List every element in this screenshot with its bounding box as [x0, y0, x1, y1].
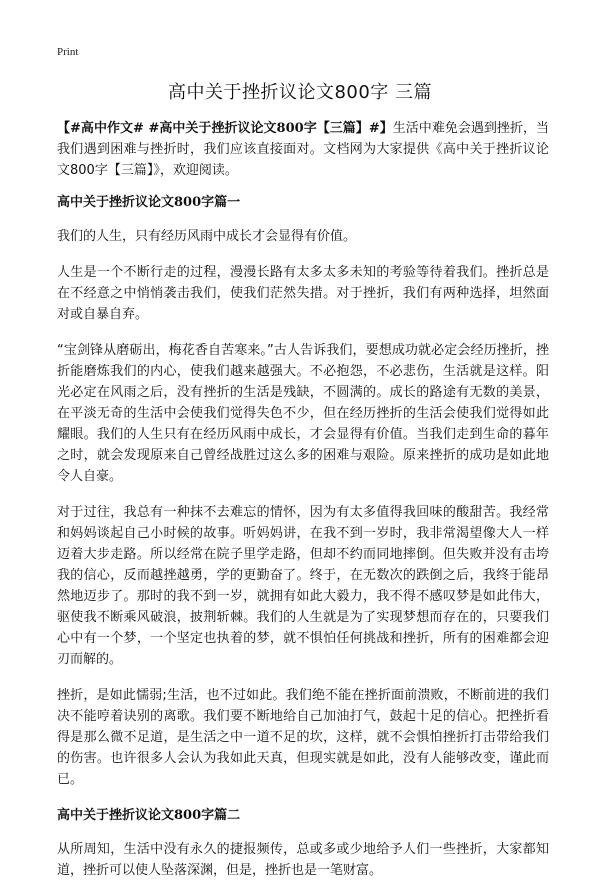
- paragraph: 从所周知，生活中没有永久的捷报频传，总或多或少地给予人们一些挫折，大家都知道，挫折可以使人坠落深渊，但是，挫折也是一笔财富。: [57, 842, 549, 878]
- section-heading-1: 高中关于挫折议论文800字篇一: [57, 195, 241, 210]
- intro-text: 生活中难免会遇到挫折，当我们遇到困难与挫折时，我们应该直接面对。文档网为大家提供《高中关于挫折议论文800字【三篇】》，欢迎阅读。: [57, 121, 549, 178]
- section-heading-2: 高中关于挫折议论文800字篇二: [57, 808, 241, 823]
- print-label: Print: [57, 46, 79, 58]
- paragraph: 挫折，是如此懦弱;生活，也不过如此。我们绝不能在挫折面前溃败，不断前进的我们决不能哼着诀别的离歌。我们要不断地给自己加油打气，鼓起十足的信心。把挫折看得是那么微不足道，是生活之中一道不足的坎，这样，就不会惧怕挫折打击带给我们的伤害。也许很多人会认为我如此天真，但现实就是如此，没有人能够改变，谨此而已。: [57, 688, 549, 787]
- paragraph: 对于过往，我总有一种抹不去难忘的情怀，因为有太多值得我回味的酸甜苦。我经常和妈妈谈起自己小时候的故事。听妈妈讲，在我不到一岁时，我非常渴望像大人一样迈着大步走路。所以经常在院子里学走路，但却不约而同地摔倒。但失败并没有击垮我的信心，反而越挫越勇，学的更勤奋了。终于，在无数次的跌倒之后，我终于能昂然地迈步了。那时的我不到一岁，就拥有如此大毅力，我不得不感叹梦是如此伟大，驱使我不断乘风破浪，披荆斩棘。我们的人生就是为了实现梦想而存在的，只要我们心中有一个梦，一个坚定也执着的梦，就不惧怕任何挑战和挫折，所有的困难都会迎刃而解的。: [57, 505, 549, 667]
- paragraph: 我们的人生，只有经历风雨中成长才会显得有价值。: [57, 229, 357, 244]
- paragraph: “宝剑锋从磨砺出，梅花香自苦寒来。”古人告诉我们，要想成功就必定会经历挫折，挫折能磨炼我们的内心，使我们越来越强大。不必抱怨，不必悲伤，生活就是这样。阳光必定在风雨之后，没有挫折的生活是残缺，不圆满的。成长的路途有无数的美景，在平淡无奇的生活中会使我们觉得失色不少，但在经历挫折的生活会使我们觉得如此耀眼。我们的人生只有在经历风雨中成长，才会显得有价值。当我们走到生命的暮年之时，就会发现原来自己曾经战胜过这么多的困难与艰险。原来挫折的成功是如此地令人自豪。: [57, 343, 549, 484]
- intro-tag: 【#高中作文# #高中关于挫折议论文800字【三篇】#】: [57, 121, 393, 136]
- paragraph: 人生是一个不断行走的过程，漫漫长路有太多太多未知的考验等待着我们。挫折总是在不经意之中悄悄袭击我们，使我们茫然失措。对于挫折，我们有两种选择，坦然面对或自暴自弃。: [57, 265, 549, 322]
- intro-paragraph: [57, 118, 549, 181]
- document-body: [57, 118, 549, 896]
- document-title: 高中关于挫折议论文800字 三篇: [167, 82, 433, 103]
